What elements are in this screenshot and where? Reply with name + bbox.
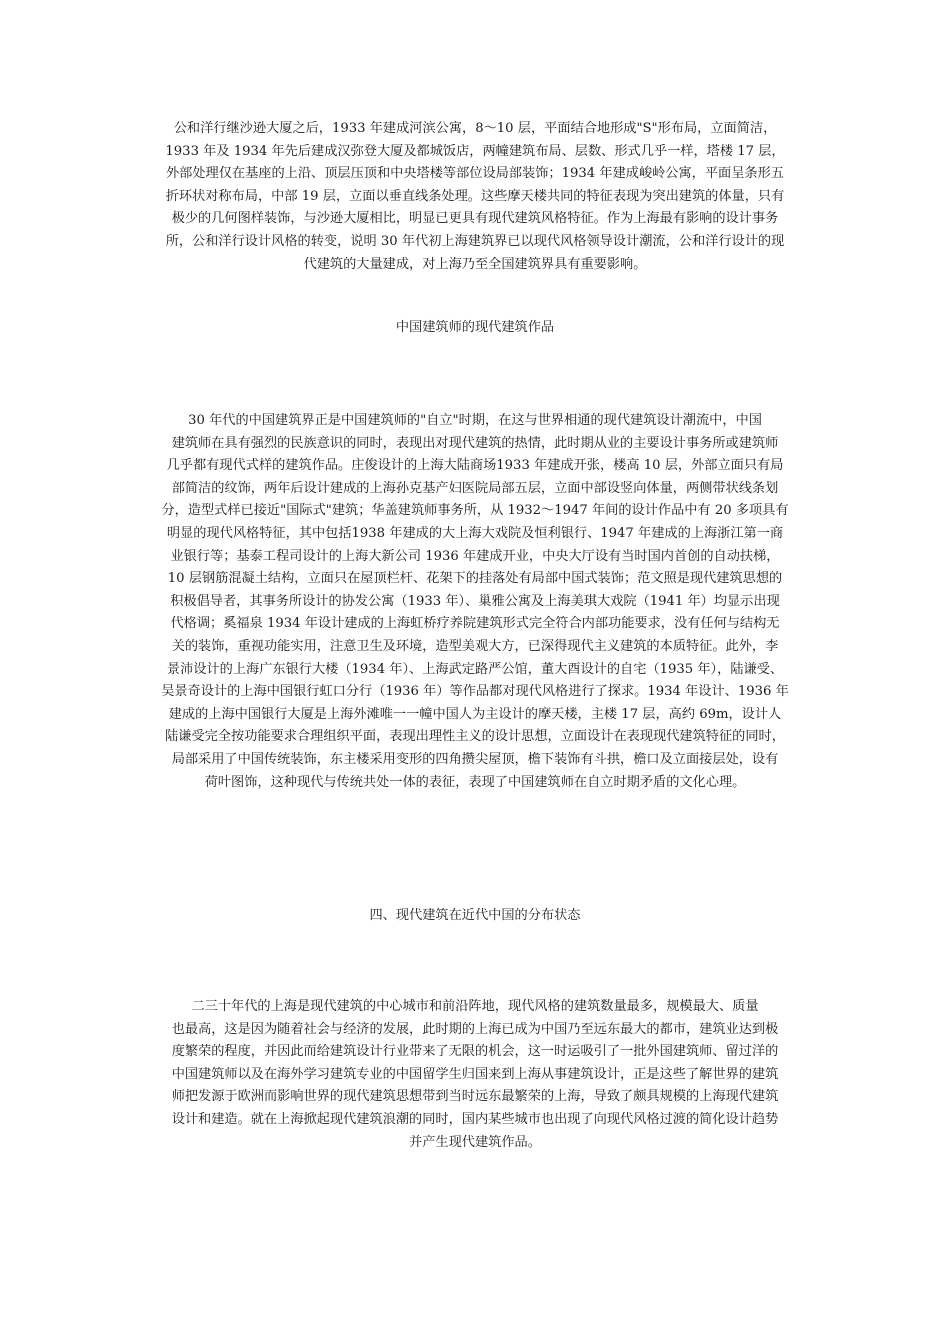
text-line: 关的装饰，重视功能实用，注意卫生及环境，造型美观大方，已深得现代主义建筑的本质特征。此外，李	[171, 638, 779, 654]
text-line: 师把发源于欧洲而影响世界的现代建筑思想带到当时远东最繁荣的上海，导致了颇具规模的上海现代建筑	[171, 1089, 779, 1105]
text-line: 中国建筑师以及在海外学习建筑专业的中国留学生归国来到上海从事建筑设计，正是这些了解世界的建筑	[171, 1066, 779, 1082]
text-line: 部简洁的纹饰，两年后设计建成的上海孙克基产妇医院局部五层，立面中部设竖向体量，两侧带状线条划	[171, 480, 779, 496]
text-line: 吴景奇设计的上海中国银行虹口分行（1936 年）等作品都对现代风格进行了探求。1934 年设计、1936 年	[161, 684, 789, 700]
text-line: 10 层钢筋混凝土结构，立面只在屋顶栏杆、花架下的挂落处有局部中国式装饰；范文照是现代建筑思想的	[167, 571, 783, 587]
text-line: 外部处理仅在基座的上沿、顶层压顶和中央塔楼等部位设局部装饰；1934 年建成峻岭公寓，平面呈条形五	[166, 166, 784, 182]
paragraph-shanghai-center	[140, 996, 810, 1154]
text-line: 陆谦受完全按功能要求合理组织平面，表现出理性主义的设计思想，立面设计在表现现代建筑特征的同时，	[165, 729, 785, 745]
text-line: 30 年代的中国建筑界正是中国建筑师的"自立"时期，在这与世界相通的现代建筑设计潮流中，中国	[188, 413, 762, 428]
text-line: 折环状对称布局，中部 19 层，立面以垂直线条处理。这些摩天楼共同的特征表现为突出建筑的体量，只有	[165, 188, 785, 204]
paragraph-gonghe-yanghang	[140, 118, 810, 276]
text-line: 二三十年代的上海是现代建筑的中心城市和前沿阵地，现代风格的建筑数量最多，规模最大、质量	[191, 999, 759, 1014]
text-line: 建成的上海中国银行大厦是上海外滩唯一一幢中国人为主设计的摩天楼，主楼 17 层，高约 69m，设计人	[168, 706, 782, 722]
text-line: 荷叶图饰，这种现代与传统共处一体的表征，表现了中国建筑师在自立时期矛盾的文化心理。	[204, 774, 746, 790]
text-line: 1933 年及 1934 年先后建成汉弥登大厦及都城饭店，两幢建筑布局、层数、形式几乎一样，塔楼 17 层，	[165, 143, 785, 159]
text-line: 并产生现代建筑作品。	[409, 1134, 541, 1150]
text-line: 度繁荣的程度，并因此而给建筑设计行业带来了无限的机会，这一时运吸引了一批外国建筑师、留过洋的	[171, 1044, 779, 1060]
text-line: 代建筑的大量建成，对上海乃至全国建筑界具有重要影响。	[303, 256, 647, 272]
section-heading-distribution: 四、现代建筑在近代中国的分布状态	[369, 908, 581, 923]
section-heading-chinese-architects: 中国建筑师的现代建筑作品	[395, 320, 555, 335]
text-line: 建筑师在具有强烈的民族意识的同时，表现出对现代建筑的热情，此时期从业的主要设计事务所或建筑师	[171, 435, 779, 451]
text-line: 设计和建造。就在上海掀起现代建筑浪潮的同时，国内某些城市也出现了向现代风格过渡的简化设计趋势	[171, 1111, 779, 1127]
text-line: 业银行等；基泰工程司设计的上海大新公司 1936 年建成开业，中央大厅设有当时国内首创的自动扶梯，	[170, 548, 780, 564]
text-line: 也最高，这是因为随着社会与经济的发展，此时期的上海已成为中国乃至远东最大的都市，建筑业达到极	[171, 1021, 779, 1037]
text-line: 代格调；奚福泉 1934 年设计建成的上海虹桥疗养院建筑形式完全符合内部功能要求，没有任何与结构无	[170, 616, 780, 632]
text-line: 积极倡导者，其事务所设计的协发公寓（1933 年）、巢雅公寓及上海美琪大戏院（1941 年）均显示出现	[170, 593, 780, 609]
text-line: 公和洋行继沙逊大厦之后，1933 年建成河滨公寓，8～10 层，平面结合地形成"S"形布局，立面简洁，	[173, 121, 777, 136]
text-line: 分，造型式样已接近"国际式"建筑；华盖建筑师事务所，从 1932～1947 年间的设计作品中有 20 多项具有	[161, 503, 789, 519]
paragraph-chinese-architects-works	[140, 410, 810, 794]
text-line: 局部采用了中国传统装饰，东主楼采用变形的四角攒尖屋顶，檐下装饰有斗拱，檐口及立面接层处，设有	[171, 751, 779, 767]
text-line: 几乎都有现代式样的建筑作品。庄俊设计的上海大陆商场1933 年建成开张，楼高 10 层，外部立面只有局	[166, 458, 784, 474]
text-line: 所，公和洋行设计风格的转变，说明 30 年代初上海建筑界已以现代风格领导设计潮流，公和洋行设计的现	[165, 233, 785, 249]
text-line: 明显的现代风格特征，其中包括1938 年建成的大上海大戏院及恒利银行、1947 年建成的上海浙江第一商	[166, 525, 784, 541]
text-line: 景沛设计的上海广东银行大楼（1934 年）、上海武定路严公馆，董大酉设计的自宅（1935 年），陆谦受、	[166, 661, 784, 677]
text-line: 极少的几何图样装饰，与沙逊大厦相比，明显已更具有现代建筑风格特征。作为上海最有影响的设计事务	[171, 211, 779, 227]
